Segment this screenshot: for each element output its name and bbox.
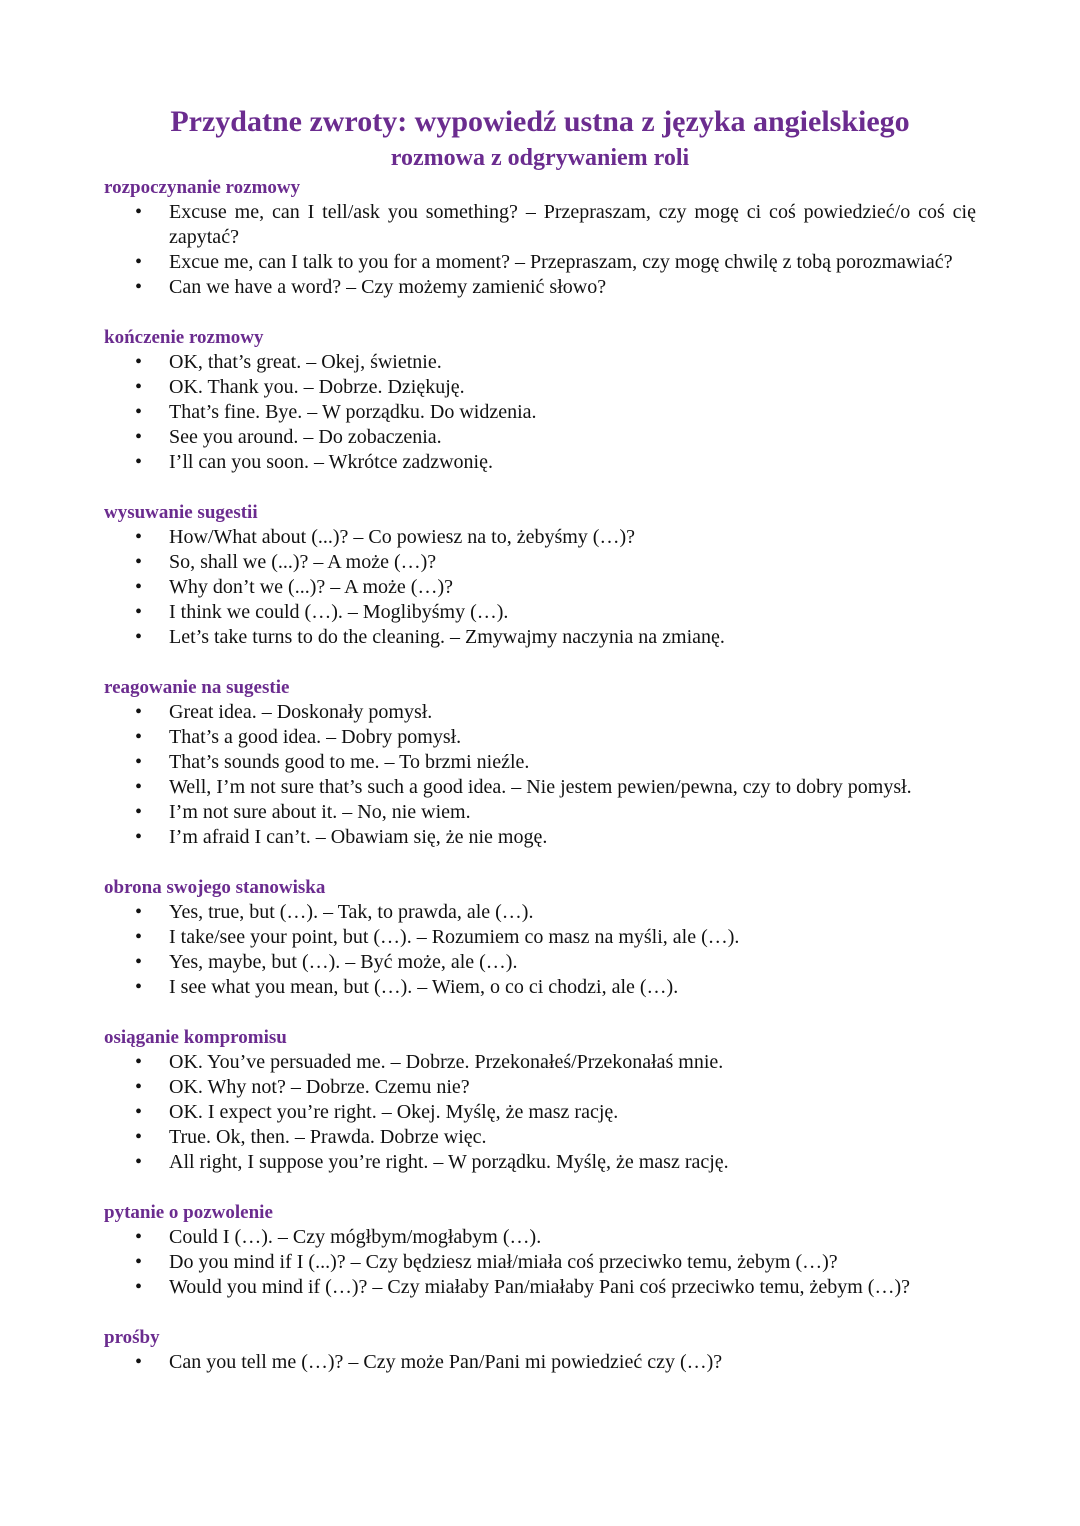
list-item [104,1050,976,1075]
document-title: Przydatne zwroty: wypowiedź ustna z języka angielskiego [170,105,910,138]
list-item [104,1125,976,1150]
list-item [104,1150,976,1175]
phrase-text: I’ll can you soon. – Wkrótce zadzwonię. [169,451,493,473]
list-item [104,1350,976,1375]
list-item [104,750,976,775]
list-item [104,375,976,400]
bullet-icon: • [135,376,143,398]
bullet-icon: • [135,576,143,598]
bullet-icon: • [135,976,143,998]
bullet-icon: • [135,951,143,973]
list-item [104,250,976,275]
bullet-icon: • [135,701,143,723]
list-item [104,400,976,425]
bullet-icon: • [135,751,143,773]
list-item [104,925,976,950]
phrase-text: Yes, true, but (…). – Tak, to prawda, ale (…). [169,901,534,923]
list-item [104,350,976,375]
phrase-text: Do you mind if I (...)? – Czy będziesz miał/miała coś przeciwko temu, żebym (…)? [169,1251,838,1273]
phrase-text: Can you tell me (…)? – Czy może Pan/Pani mi powiedzieć czy (…)? [169,1351,723,1373]
bullet-icon: • [135,776,143,798]
bullet-icon: • [135,276,143,298]
list-item [104,525,976,550]
phrase-section [104,875,976,1000]
phrase-text: How/What about (...)? – Co powiesz na to, żebyśmy (…)? [169,526,635,548]
phrase-text: Let’s take turns to do the cleaning. – Zmywajmy naczynia na zmianę. [169,626,725,648]
bullet-icon: • [135,1101,143,1123]
phrase-list [104,1350,976,1375]
phrase-text: OK. Why not? – Dobrze. Czemu nie? [169,1076,470,1098]
bullet-icon: • [135,526,143,548]
phrase-list [104,350,976,475]
phrase-text: Great idea. – Doskonały pomysł. [169,701,433,723]
list-item [104,775,976,800]
bullet-icon: • [135,726,143,748]
bullet-icon: • [135,901,143,923]
phrase-section [104,500,976,650]
list-item [104,425,976,450]
phrase-text: Would you mind if (…)? – Czy miałaby Pan/miałaby Pani coś przeciwko temu, żebym (…)? [169,1276,910,1298]
phrase-text: OK. Thank you. – Dobrze. Dziękuję. [169,376,465,398]
section-heading: wysuwanie sugestii [104,502,258,523]
phrase-text: True. Ok, then. – Prawda. Dobrze więc. [169,1126,487,1148]
bullet-icon: • [135,201,143,223]
phrase-text: OK. You’ve persuaded me. – Dobrze. Przekonałeś/Przekonałaś mnie. [169,1051,724,1073]
bullet-icon: • [135,1351,143,1373]
phrase-text: That’s sounds good to me. – To brzmi nieźle. [169,751,530,773]
bullet-icon: • [135,401,143,423]
phrase-text: OK, that’s great. – Okej, świetnie. [169,351,442,373]
list-item [104,1075,976,1100]
bullet-icon: • [135,1051,143,1073]
phrase-text: Excue me, can I talk to you for a moment? – Przepraszam, czy mogę chwilę z tobą porozmawiać? [169,251,953,273]
phrase-list [104,700,976,850]
phrase-text: Yes, maybe, but (…). – Być może, ale (…). [169,951,518,973]
phrase-text: Excuse me, can I tell/ask you something? – Przepraszam, czy mogę ci coś powiedzieć/o coś cię zapytać? [169,201,976,248]
phrase-list [104,1050,976,1175]
phrase-text: So, shall we (...)? – A może (…)? [169,551,437,573]
list-item [104,625,976,650]
phrase-text: OK. I expect you’re right. – Okej. Myślę, że masz rację. [169,1101,619,1123]
list-item [104,200,976,250]
phrase-text: That’s a good idea. – Dobry pomysł. [169,726,462,748]
list-item [104,1250,976,1275]
document-subtitle: rozmowa z odgrywaniem roli [390,145,690,171]
bullet-icon: • [135,1151,143,1173]
list-item [104,550,976,575]
bullet-icon: • [135,601,143,623]
phrase-section [104,1325,976,1375]
section-heading: kończenie rozmowy [104,327,264,348]
list-item [104,1275,976,1300]
phrase-text: See you around. – Do zobaczenia. [169,426,442,448]
list-item [104,1225,976,1250]
bullet-icon: • [135,251,143,273]
phrase-section [104,175,976,300]
bullet-icon: • [135,826,143,848]
bullet-icon: • [135,1226,143,1248]
bullet-icon: • [135,926,143,948]
bullet-icon: • [135,626,143,648]
bullet-icon: • [135,351,143,373]
section-heading: prośby [104,1327,160,1348]
phrase-section [104,325,976,475]
list-item [104,975,976,1000]
phrase-section [104,1025,976,1175]
section-heading: reagowanie na sugestie [104,677,290,698]
phrase-sections [104,175,976,1400]
list-item [104,1100,976,1125]
phrase-text: All right, I suppose you’re right. – W porządku. Myślę, że masz rację. [169,1151,729,1173]
list-item [104,700,976,725]
list-item [104,575,976,600]
phrase-text: I think we could (…). – Moglibyśmy (…). [169,601,509,623]
phrase-text: Could I (…). – Czy mógłbym/mogłabym (…). [169,1226,542,1248]
list-item [104,600,976,625]
section-heading: rozpoczynanie rozmowy [104,177,301,198]
phrase-list [104,900,976,1000]
section-heading: obrona swojego stanowiska [104,877,326,898]
bullet-icon: • [135,801,143,823]
section-heading: pytanie o pozwolenie [104,1202,273,1223]
phrase-text: I’m afraid I can’t. – Obawiam się, że nie mogę. [169,826,548,848]
phrase-text: I’m not sure about it. – No, nie wiem. [169,801,471,823]
list-item [104,900,976,925]
bullet-icon: • [135,1076,143,1098]
phrase-list [104,1225,976,1300]
phrase-list [104,525,976,650]
bullet-icon: • [135,426,143,448]
phrase-text: I take/see your point, but (…). – Rozumiem co masz na myśli, ale (…). [169,926,740,948]
phrase-text: That’s fine. Bye. – W porządku. Do widzenia. [169,401,537,423]
phrase-text: Well, I’m not sure that’s such a good idea. – Nie jestem pewien/pewna, czy to dobry pomysł. [169,776,912,798]
phrase-section [104,1200,976,1300]
bullet-icon: • [135,551,143,573]
list-item [104,800,976,825]
list-item [104,825,976,850]
bullet-icon: • [135,451,143,473]
phrase-section [104,675,976,850]
section-heading: osiąganie kompromisu [104,1027,287,1048]
phrase-list [104,200,976,300]
bullet-icon: • [135,1126,143,1148]
list-item [104,950,976,975]
list-item [104,450,976,475]
bullet-icon: • [135,1276,143,1298]
phrase-text: I see what you mean, but (…). – Wiem, o co ci chodzi, ale (…). [169,976,679,998]
phrase-text: Can we have a word? – Czy możemy zamienić słowo? [169,276,607,298]
list-item [104,725,976,750]
phrase-text: Why don’t we (...)? – A może (…)? [169,576,453,598]
bullet-icon: • [135,1251,143,1273]
list-item [104,275,976,300]
